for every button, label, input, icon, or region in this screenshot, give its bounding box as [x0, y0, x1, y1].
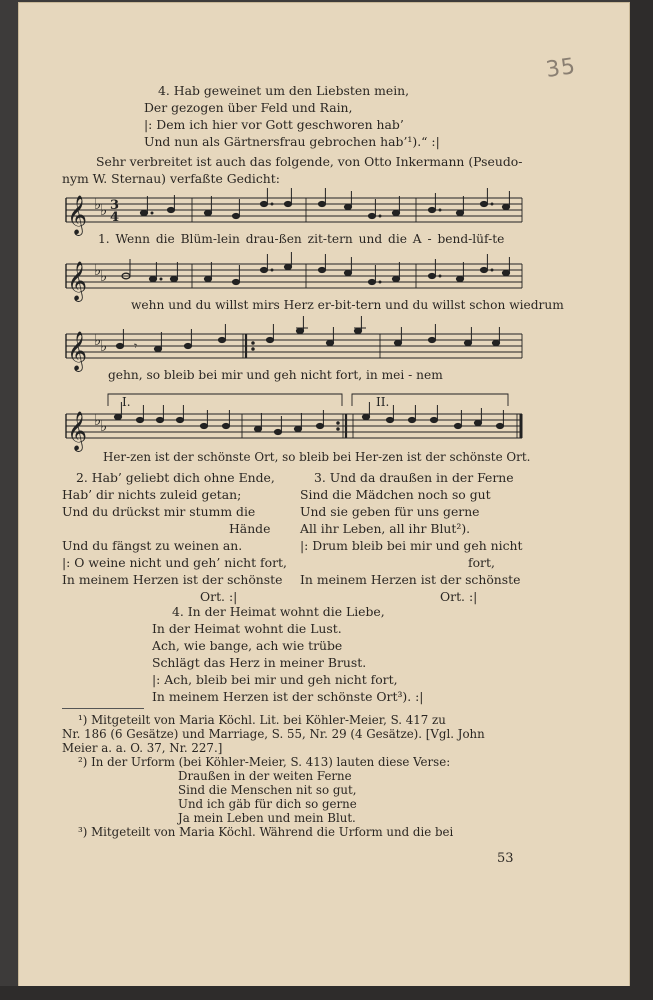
flat-icon: ♭ [100, 417, 108, 435]
intro-line-1: Sehr verbreitet ist auch das folgende, von Otto Inkermann (Pseudo- [96, 154, 523, 169]
verse4-line-1: 4. In der Heimat wohnt die Liebe, [172, 604, 385, 619]
music-staff-2 [60, 258, 524, 301]
lyrics-line-1: 1. Wenn die Blüm-lein drau-ßen zit-tern und die A - bend-lüf-te [98, 232, 505, 246]
footnote-3-line-1: ³) Mitgeteilt von Maria Köchl. Während die Urform und die bei [78, 825, 454, 839]
footnote-2-line-3: Sind die Menschen nit so gut, [178, 783, 357, 797]
scan-background-bottom [0, 986, 653, 1000]
verse4-line-3: Ach, wie bange, ach wie trübe [152, 638, 343, 653]
music-staff-4 [60, 390, 524, 450]
verse3-line-1: 3. Und da draußen in der Ferne [314, 470, 514, 485]
page-number: 53 [497, 851, 514, 866]
footnote-2-line-2: Draußen in der weiten Ferne [178, 769, 352, 783]
footnote-1-line-1: ¹) Mitgeteilt von Maria Köchl. Lit. bei Köhler-Meier, S. 417 zu [78, 713, 446, 727]
flat-icon: ♭ [100, 201, 108, 219]
verse2-line-8: Ort. :| [200, 589, 238, 604]
svg-text:𝄾: 𝄾 [134, 339, 138, 353]
verse3-line-7: In meinem Herzen ist der schönste [300, 572, 521, 587]
verse3-line-8: Ort. :| [440, 589, 478, 604]
music-staff-1 [60, 192, 524, 235]
lyrics-line-3: gehn, so bleib bei mir und geh nicht fort, in mei - nem [108, 368, 443, 382]
verse3-line-6: fort, [468, 555, 495, 570]
verse4-line-6: In meinem Herzen ist der schönste Ort³). :| [152, 689, 424, 704]
time-signature-bottom: 4 [110, 210, 120, 225]
footnote-divider [62, 708, 144, 709]
verse2-line-3: Und du drückst mir stumm die [62, 504, 256, 519]
verse4-line-5: |: Ach, bleib bei mir und geh nicht fort, [152, 672, 398, 687]
scan-background-right [630, 0, 653, 1000]
treble-clef-icon: 𝄞 [67, 331, 88, 371]
flat-icon: ♭ [94, 261, 102, 279]
footnote-1-line-2: Nr. 186 (6 Gesätze) und Marriage, S. 55, Nr. 29 (4 Gesätze). [Vgl. John [62, 727, 485, 741]
verse4-line-2: In der Heimat wohnt die Lust. [152, 621, 342, 636]
flat-icon: ♭ [94, 411, 102, 429]
flat-icon: ♭ [100, 267, 108, 285]
verse2-line-7: In meinem Herzen ist der schönste [62, 572, 283, 587]
verse2-line-6: |: O weine nicht und geh’ nicht fort, [62, 555, 287, 570]
footnote-2-line-4: Und ich gäb für dich so gerne [178, 797, 357, 811]
lyrics-line-4: Her-zen ist der schönste Ort, so bleib bei Her-zen ist der schönste Ort. [103, 450, 531, 464]
flat-icon: ♭ [100, 337, 108, 355]
flat-icon: ♭ [94, 331, 102, 349]
prev-verse-line-2: Der gezogen über Feld und Rain, [144, 100, 353, 115]
verse2-line-2: Hab’ dir nichts zuleid getan; [62, 487, 242, 502]
prev-verse-line-1: 4. Hab geweinet um den Liebsten mein, [158, 83, 410, 98]
music-staff-3 [60, 328, 524, 371]
verse3-line-5: |: Drum bleib bei mir und geh nicht [300, 538, 523, 553]
verse3-line-2: Sind die Mädchen noch so gut [300, 487, 491, 502]
verse2-line-5: Und du fängst zu weinen an. [62, 538, 243, 553]
verse3-line-3: Und sie geben für uns gerne [300, 504, 480, 519]
lyrics-line-2: wehn und du willst mirs Herz er-bit-tern und du willst schon wiedrum [131, 298, 564, 312]
verse3-line-4: All ihr Leben, all ihr Blut²). [300, 521, 471, 536]
archive-pencil-mark: 35 [544, 54, 578, 83]
prev-verse-line-4: Und nun als Gärtnersfrau gebrochen hab’¹).“ :| [144, 134, 440, 149]
verse2-line-4: Hände [229, 521, 271, 536]
footnote-2-line-5: Ja mein Leben und mein Blut. [178, 811, 356, 825]
treble-clef-icon: 𝄞 [67, 411, 88, 451]
volta-2-label: II. [376, 395, 390, 409]
treble-clef-icon: 𝄞 [67, 195, 88, 235]
footnote-1-line-3: Meier a. a. O. 37, Nr. 227.] [62, 741, 223, 755]
volta-1-bracket [108, 394, 342, 406]
treble-clef-icon: 𝄞 [67, 261, 88, 301]
prev-verse-line-3: |: Dem ich hier vor Gott geschworen hab’ [144, 117, 404, 132]
intro-line-2: nym W. Sternau) verfaßte Gedicht: [62, 171, 280, 186]
verse4-line-4: Schlägt das Herz in meiner Brust. [152, 655, 367, 670]
verse2-line-1: 2. Hab’ geliebt dich ohne Ende, [76, 470, 275, 485]
flat-icon: ♭ [94, 195, 102, 213]
time-signature-top: 3 [110, 198, 120, 213]
footnote-2-line-1: ²) In der Urform (bei Köhler-Meier, S. 413) lauten diese Verse: [78, 755, 451, 769]
volta-1-label: I. [122, 395, 131, 409]
